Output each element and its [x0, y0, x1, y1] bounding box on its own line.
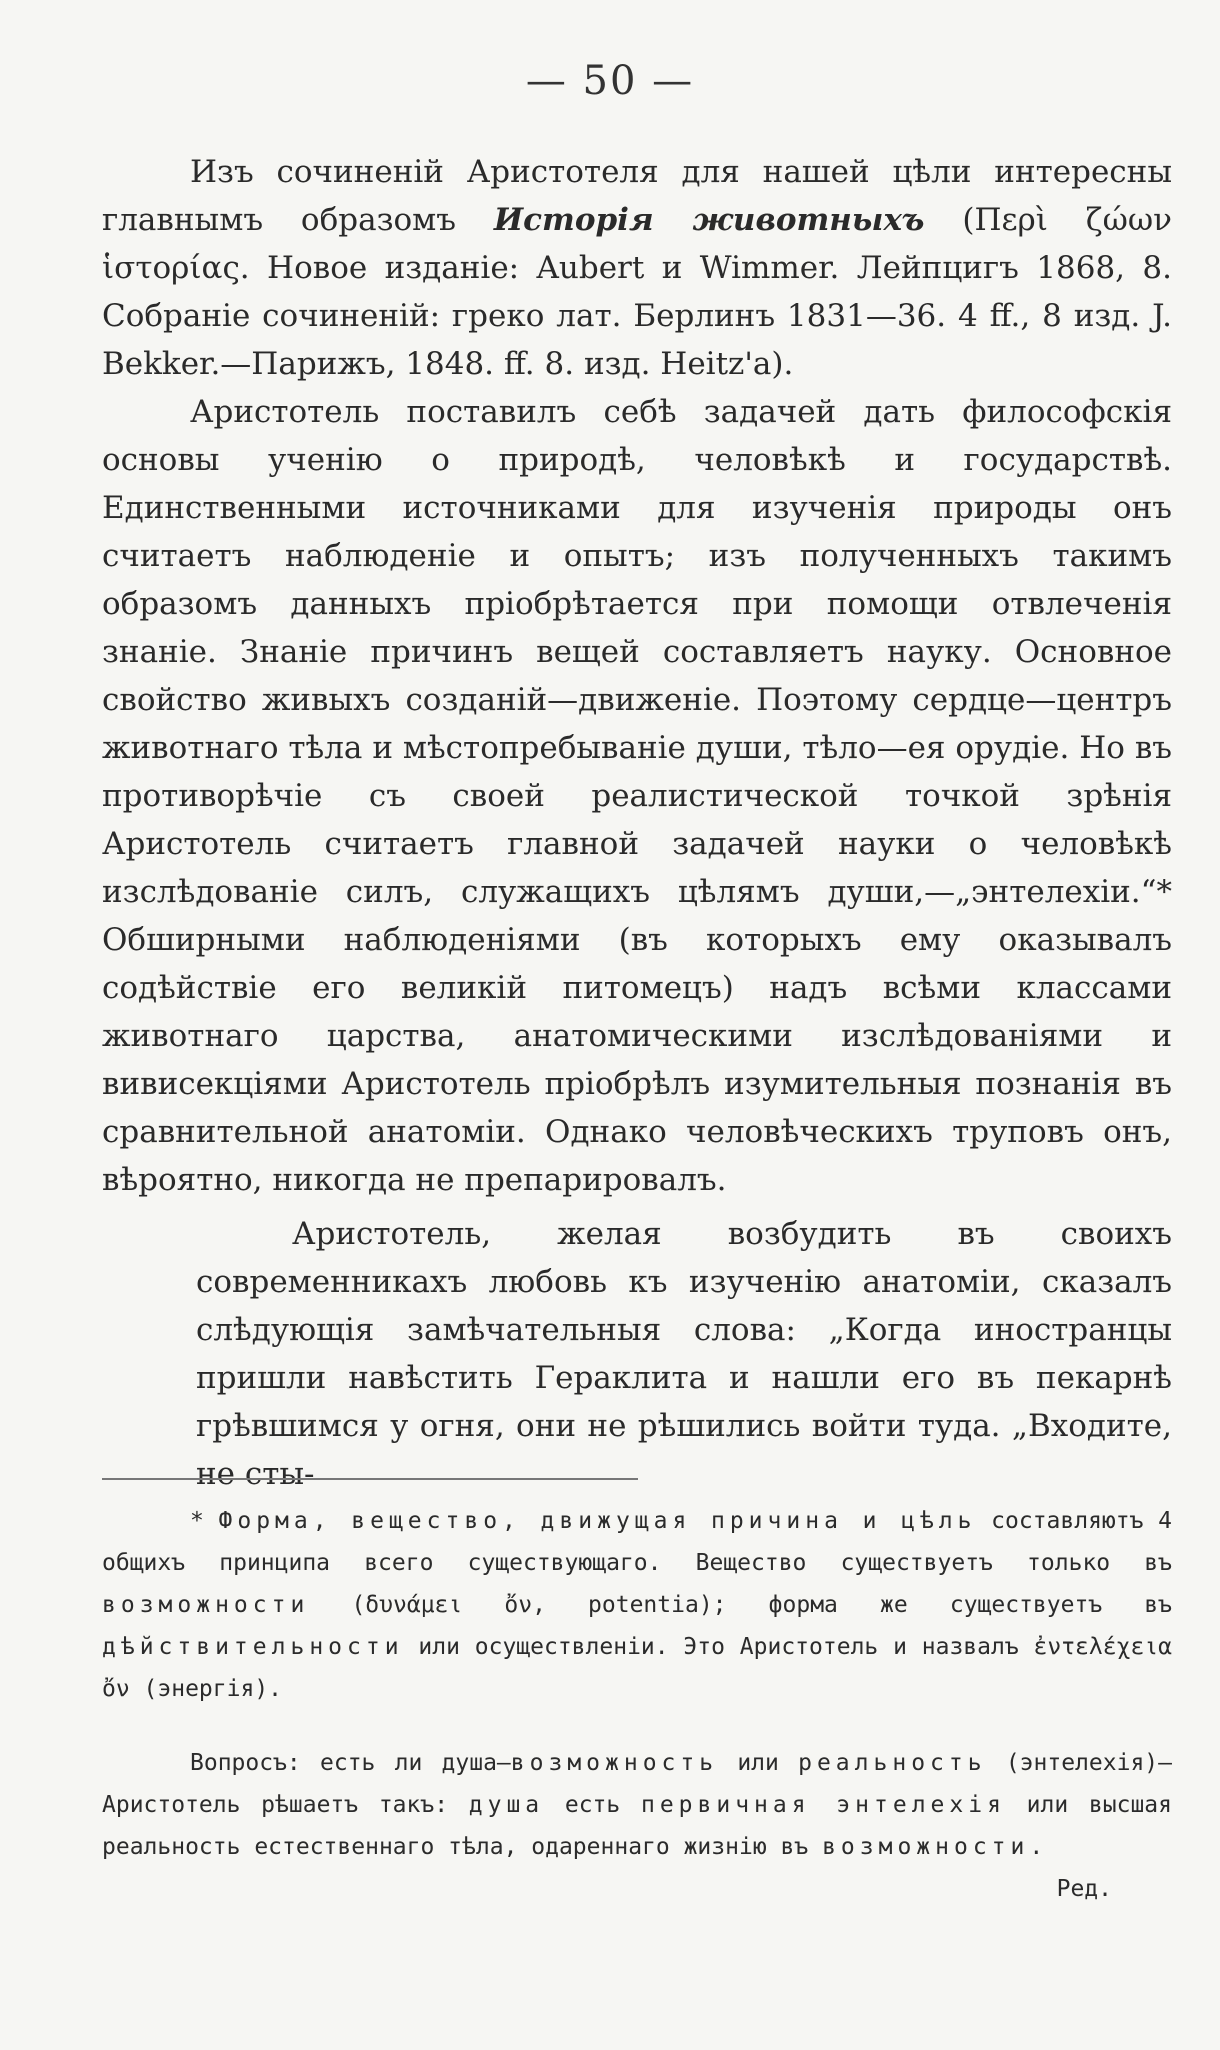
footnote-emph: душа	[468, 1792, 545, 1818]
footnote-text: составляютъ 4 общихъ принципа всего существующаго. Вещество существуетъ только въ	[102, 1508, 1172, 1576]
footnote-emph: Форма, вещество, движущая причина и цѣль	[218, 1508, 977, 1534]
footnote-text: или высшая реальность естественнаго тѣла, одареннаго жизнію въ	[102, 1792, 1172, 1860]
footnote-emph: возможности	[102, 1592, 310, 1618]
paragraph-sources	[102, 148, 1172, 388]
footnote-text: есть	[544, 1792, 641, 1818]
main-text	[102, 148, 1172, 1204]
paragraph-sources-editions: (Περὶ ζώων ἱστορίας. Новое изданіе: Aubert и Wimmer. Лейпцигъ 1868, 8. Собраніе сочиненій: греко лат. Берлинъ 1831—36. 4 ff., 8 изд. J. Bekker.—Парижъ, 1848. ff. 8. изд. Heitz'a).	[102, 202, 1172, 382]
editor-signature: Ред.	[1056, 1876, 1112, 1902]
paragraph-sources-intro: Изъ сочиненій Аристотеля для нашей цѣли интересны главнымъ образомъ	[102, 154, 1172, 238]
footnote-text: или	[718, 1750, 799, 1776]
footnote-emph: реальность	[798, 1750, 987, 1776]
footnote-text: (δυνάμει ὄν, potentia); форма же существуетъ въ	[309, 1592, 1172, 1618]
footnote-emph: дѣйствительности	[102, 1634, 404, 1660]
footnote-forms	[102, 1500, 1172, 1710]
quote-block	[196, 1210, 1172, 1498]
book-title: Исторія животныхъ	[493, 202, 925, 238]
footnote-text: Вопросъ: есть ли душа—	[190, 1750, 511, 1776]
footnote-star: *	[190, 1508, 219, 1534]
footnote-soul	[102, 1742, 1172, 1910]
page-number: — 50 —	[525, 58, 695, 104]
quote-text: Аристотель, желая возбудить въ своихъ современникахъ любовь къ изученію анатоміи, сказалъ слѣдующія замѣчательныя слова: „Когда иностранцы пришли навѣстить Гераклита и нашли его въ пекарнѣ грѣвшимся у огня, они не рѣшились войти туда. „Входите, не сты-	[196, 1216, 1172, 1492]
footnote-emph: возможности	[822, 1834, 1030, 1860]
footnote-text: (энтелехія)—Аристотель рѣшаетъ такъ:	[102, 1750, 1172, 1818]
footnote-emph: первичная энтелехія	[640, 1792, 1006, 1818]
footnote-divider	[102, 1478, 638, 1480]
paragraph-aristotle: Аристотель поставилъ себѣ задачей дать философскія основы ученію о природѣ, человѣкѣ и государствѣ. Единственными источниками для изученія природы онъ считаетъ наблюденіе и опытъ; изъ полученныхъ такимъ образомъ данныхъ пріобрѣтается при помощи отвлеченія знаніе. Знаніе причинъ вещей составляетъ науку. Основное свойство живыхъ созданій—движеніе. Поэтому сердце—центръ животнаго тѣла и мѣстопребываніе души, тѣло—ея орудіе. Но въ противорѣчіе съ своей реалистической точкой зрѣнія Аристотель считаетъ главной задачей науки о человѣкѣ изслѣдованіе силъ, служащихъ цѣлямъ души,—„энтелехіи.“* Обширными наблюденіями (въ которыхъ ему оказывалъ содѣйствіе его великій питомецъ) надъ всѣми классами животнаго царства, анатомическими изслѣдованіями и вивисекціями Аристотель пріобрѣлъ изумительныя познанія въ сравнительной анатоміи. Однако человѣческихъ труповъ онъ, вѣроятно, никогда не препарировалъ.	[102, 394, 1172, 1198]
footnote-emph: возможность	[510, 1750, 719, 1776]
footnote-text: .	[1029, 1834, 1044, 1860]
footnote-text: или осуществленіи. Это Аристотель и назвалъ ἐντελέχεια ὄν (энергія).	[102, 1634, 1172, 1702]
